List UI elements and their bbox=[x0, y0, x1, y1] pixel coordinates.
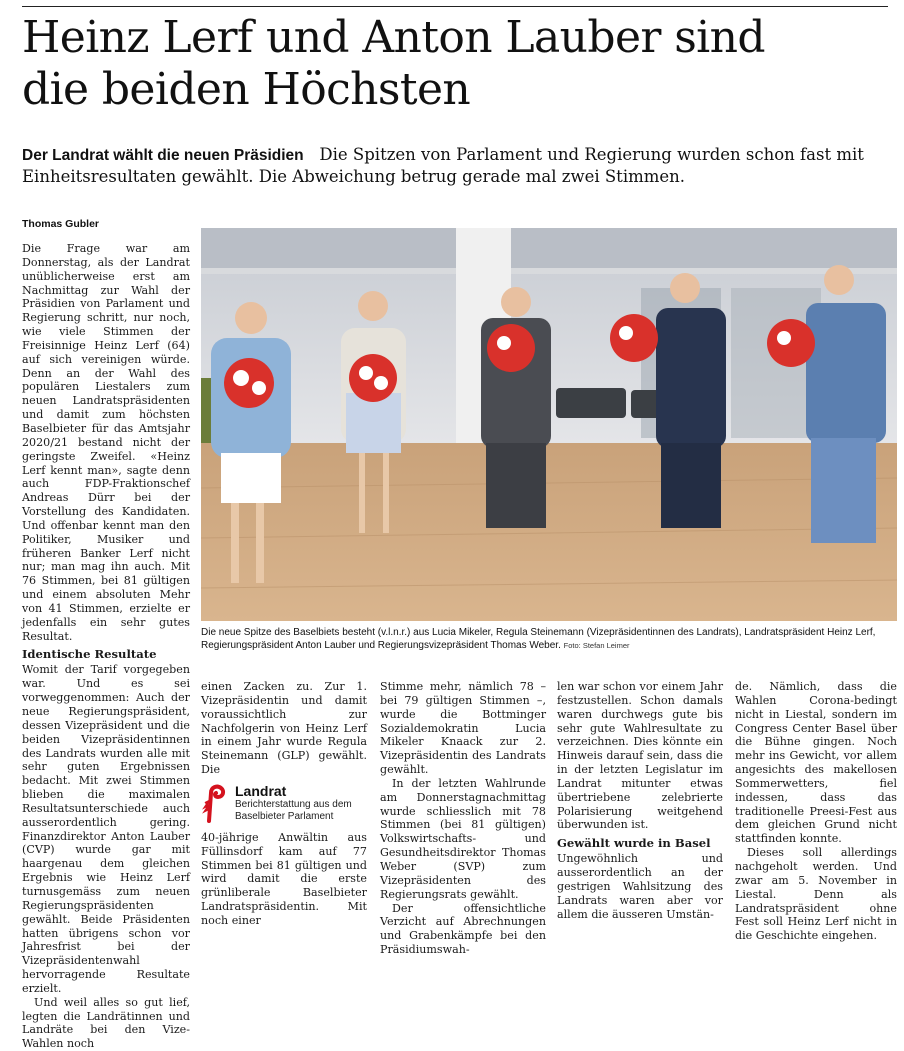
paragraph: Und weil alles so gut lief, legten die Landrätinnen und Landräte bei den Vize-Wahlen noch bbox=[22, 995, 190, 1051]
article-column-2 bbox=[201, 680, 367, 927]
photo-caption bbox=[201, 626, 897, 652]
paragraph: Dieses soll allerdings nachgeholt werden. Und zwar am 5. November in Liestal. Denn als Landratspräsident ohne Fest soll Heinz Lerf nicht in die Geschichte eingehen. bbox=[735, 846, 897, 943]
paragraph: len war schon vor einem Jahr festzustellen. Schon damals waren durchwegs gute bis sehr gute Wahlresultate zu verzeichnen. Dies könnte ein Hinweis darauf sein, dass die in der letzten Legislatur im Landrat mitunter etwas übertriebene zelebrierte Polarisierung weitgehend überwunden ist. bbox=[557, 680, 723, 832]
paragraph: Stimme mehr, nämlich 78 – bei 79 gültigen Stimmen –, wurde die Bottminger Sozialdemokratin Lucia Mikeler Knaack zur 2. Vizepräsidentin des Landrats gewählt. bbox=[380, 680, 546, 777]
paragraph: einen Zacken zu. Zur 1. Vizepräsidentin und damit voraussichtlich zur Nachfolgerin von Heinz Lerf in einem Jahr wurde Regula Steinemann (GLP) gewählt. Die bbox=[201, 680, 367, 777]
photo-illustration bbox=[201, 228, 897, 621]
crosier-crest-icon bbox=[201, 783, 229, 823]
landrat-infobox bbox=[201, 783, 367, 823]
article-column-4 bbox=[557, 680, 723, 921]
paragraph: Womit der Tarif vorgegeben war. Und es sei vorweggenommen: Auch der neue Regierungspräsident, dessen Vizepräsident und die beiden Vizepräsidentinnen des Landrats wurden alle mit sehr guten Ergebnissen bedacht. Mit zwei Stimmen blieben die maximalen Resultatsunterschiede auch ausserordentlich gering. Finanzdirektor Anton Lauber (CVP) wurde gar mit haargenau dem gleichen Ergebnis wie Heinz Lerf turnusgemäss zum neuen Regierungspräsidenten gewählt. Beide Präsidenten hatten übrigens schon vor Jahresfrist bei der Vizepräsidentenwahl hervorragende Resultate erzielt. bbox=[22, 663, 190, 995]
author-byline: Thomas Gubler bbox=[22, 218, 100, 230]
headline bbox=[22, 12, 892, 116]
caption-text: Die neue Spitze des Baselbiets besteht (v.l.n.r.) aus Lucia Mikeler, Regula Steinemann (Vizepräsidentinnen des Landrats), Landratspräsident Heinz Lerf, Regierungspräsident Anton Lauber und Regierungsvizepräsident Thomas Weber. bbox=[201, 627, 876, 651]
top-rule bbox=[22, 6, 888, 7]
paragraph: Ungewöhnlich und ausserordentlich an der gestrigen Wahlsitzung des Landrats waren aber vor allem die äusseren Umstän- bbox=[557, 852, 723, 921]
paragraph: Die Frage war am Donnerstag, als der Landrat unüblicherweise erst am Nachmittag zur Wahl der Präsidien von Parlament und Regierung schritt, nur noch, wie viele Stimmen der Freisinnige Heinz Lerf (64) auf sich vereinigen würde. Denn an der Wahl des populären Liestalers zum neuen Landratspräsidenten und damit zum höchsten Baselbieter für das Amtsjahr 2020/21 bestand nicht der geringste Zweifel. «Heinz Lerf kennt man», sagte denn auch FDP-Fraktionschef Andreas Dürr bei der Vorstellung des Kandidaten. Und offenbar kennt man den Politiker, Musiker und früheren Banker Lerf nicht nur; man mag ihn auch. Mit 76 Stimmen, bei 81 gültigen und einem absoluten Mehr von 41 Stimmen, erzielte er jedenfalls ein sehr gutes Resultat. bbox=[22, 242, 190, 643]
paragraph: Der offensichtliche Verzicht auf Abrechnungen und Grabenkämpfe bei den Präsidiumswah- bbox=[380, 901, 546, 957]
article-column-3 bbox=[380, 680, 546, 957]
subhead-kicker: Der Landrat wählt die neuen Präsidien bbox=[22, 147, 304, 164]
headline-line-2: die beiden Höchsten bbox=[22, 64, 471, 115]
section-heading: Gewählt wurde in Basel bbox=[557, 836, 711, 851]
subhead bbox=[22, 144, 882, 187]
article-column-1 bbox=[22, 242, 190, 1051]
section-heading: Identische Resultate bbox=[22, 647, 157, 662]
photo-credit: Foto: Stefan Leimer bbox=[563, 641, 630, 650]
article-photo bbox=[201, 228, 897, 621]
paragraph: de. Nämlich, dass die Wahlen Corona-bedingt nicht in Liestal, sondern im Congress Center Basel über die Bühne gingen. Noch mehr ins Gewicht, vor allem angesichts des makellosen Sommerwetters, fiel indessen, dass das traditionelle Preesi-Fest aus dem gleichen Grund nicht stattfinden konnte. bbox=[735, 680, 897, 846]
infobox-subtitle: Berichterstattung aus dem Baselbieter Parlament bbox=[235, 798, 352, 822]
paragraph: 40-jährige Anwältin aus Füllinsdorf kam auf 77 Stimmen bei 81 gültigen und wird damit die erste grünliberale Baselbieter Landratspräsidentin. Mit noch einer bbox=[201, 830, 367, 927]
headline-line-1: Heinz Lerf und Anton Lauber sind bbox=[22, 12, 765, 63]
article-column-5 bbox=[735, 680, 897, 943]
infobox-title: Landrat bbox=[235, 782, 287, 799]
paragraph: In der letzten Wahlrunde am Donnerstagnachmittag wurde schliesslich mit 78 Stimmen (bei 81 gültigen) Volkswirtschafts- und Gesundheitsdirektor Thomas Weber (SVP) zum Vizepräsidenten des Regierungsrats gewählt. bbox=[380, 776, 546, 901]
subhead-text: Die Spitzen von Parlament und Regierung wurden schon fast mit Einheitsresultaten gewählt. Die Abweichung betrug gerade mal zwei Stimmen. bbox=[22, 145, 864, 186]
